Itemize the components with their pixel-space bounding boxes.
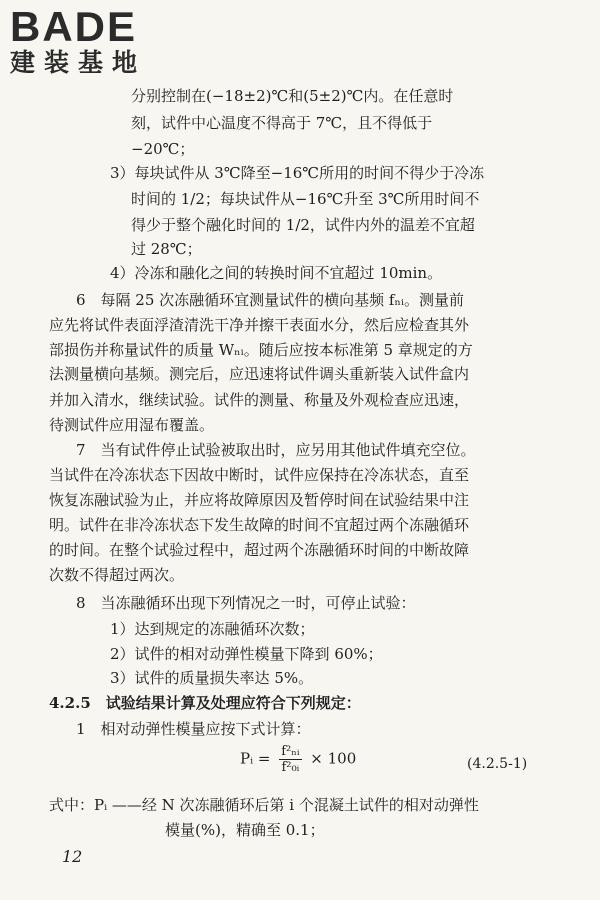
text-line: 并加入清水，继续试验。试件的测量、称量及外观检查应迅速， bbox=[49, 391, 470, 409]
formula bbox=[240, 744, 356, 775]
section-heading: 4.2.5 试验结果计算及处理应符合下列规定： bbox=[49, 694, 361, 712]
formula-numerator: f²ₙᵢ bbox=[281, 744, 300, 759]
text-line: 时间的 1/2；每块试件从−16℃升至 3℃所用时间不 bbox=[131, 190, 480, 208]
text-line: 4）冷冻和融化之间的转换时间不宜超过 10min。 bbox=[110, 264, 443, 282]
text-line: 法测量横向基频。测完后，应迅速将试件调头重新装入试件盒内 bbox=[49, 365, 470, 383]
formula-fraction bbox=[279, 744, 301, 775]
text-line: 明。试件在非冷冻状态下发生故障的时间不宜超过两个冻融循环 bbox=[49, 516, 470, 534]
text-line: 1）达到规定的冻融循环次数； bbox=[110, 620, 315, 638]
formula-lhs: Pᵢ = bbox=[240, 749, 271, 768]
text-line: 模量(%)，精确至 0.1； bbox=[165, 821, 325, 839]
text-line: 7 当有试件停止试验被取出时，应另用其他试件填充空位。 bbox=[76, 441, 476, 459]
logo-brand: BADE bbox=[10, 3, 138, 50]
text-line: 的时间。在整个试验过程中，超过两个冻融循环时间的中断故障 bbox=[49, 541, 470, 559]
text-line: 1 相对动弹性模量应按下式计算： bbox=[76, 720, 311, 738]
text-line: 6 每隔 25 次冻融循环宜测量试件的横向基频 fₙᵢ。测量前 bbox=[76, 291, 464, 309]
text-line: −20℃； bbox=[131, 140, 195, 158]
text-line: 恢复冻融试验为止，并应将故障原因及暂停时间在试验结果中注 bbox=[49, 491, 470, 509]
text-line: 得少于整个融化时间的 1/2，试件内外的温差不宜超 bbox=[131, 216, 475, 234]
text-line: 式中：Pᵢ ——经 N 次冻融循环后第 i 个混凝土试件的相对动弹性 bbox=[49, 796, 479, 814]
formula-denominator: f²₀ᵢ bbox=[281, 760, 300, 775]
text-line: 应先将试件表面浮渣清洗干净并擦干表面水分，然后应检查其外 bbox=[49, 316, 470, 334]
page-number: 12 bbox=[62, 847, 83, 866]
text-line: 待测试件应用湿布覆盖。 bbox=[49, 416, 215, 434]
text-line: 3）每块试件从 3℃降至−16℃所用的时间不得少于冷冻 bbox=[110, 164, 485, 182]
text-line: 次数不得超过两次。 bbox=[49, 566, 185, 584]
text-line: 刻，试件中心温度不得高于 7℃，且不得低于 bbox=[131, 114, 433, 132]
text-line: 部损伤并称量试件的质量 Wₙᵢ。随后应按本标准第 5 章规定的方 bbox=[49, 341, 473, 359]
text-line: 3）试件的质量损失率达 5%。 bbox=[110, 669, 314, 687]
text-line: 当试件在冷冻状态下因故中断时，试件应保持在冷冻状态，直至 bbox=[49, 466, 470, 484]
text-line: 8 当冻融循环出现下列情况之一时，可停止试验： bbox=[76, 594, 416, 612]
text-line: 过 28℃； bbox=[131, 240, 202, 258]
equation-number: (4.2.5-1) bbox=[467, 756, 528, 772]
text-line: 分别控制在(−18±2)℃和(5±2)℃内。在任意时 bbox=[131, 87, 454, 105]
formula-rhs: × 100 bbox=[310, 749, 357, 768]
text-line: 2）试件的相对动弹性模量下降到 60%； bbox=[110, 645, 383, 663]
logo bbox=[10, 3, 180, 78]
logo-subtitle: 建装基地 bbox=[10, 48, 147, 77]
